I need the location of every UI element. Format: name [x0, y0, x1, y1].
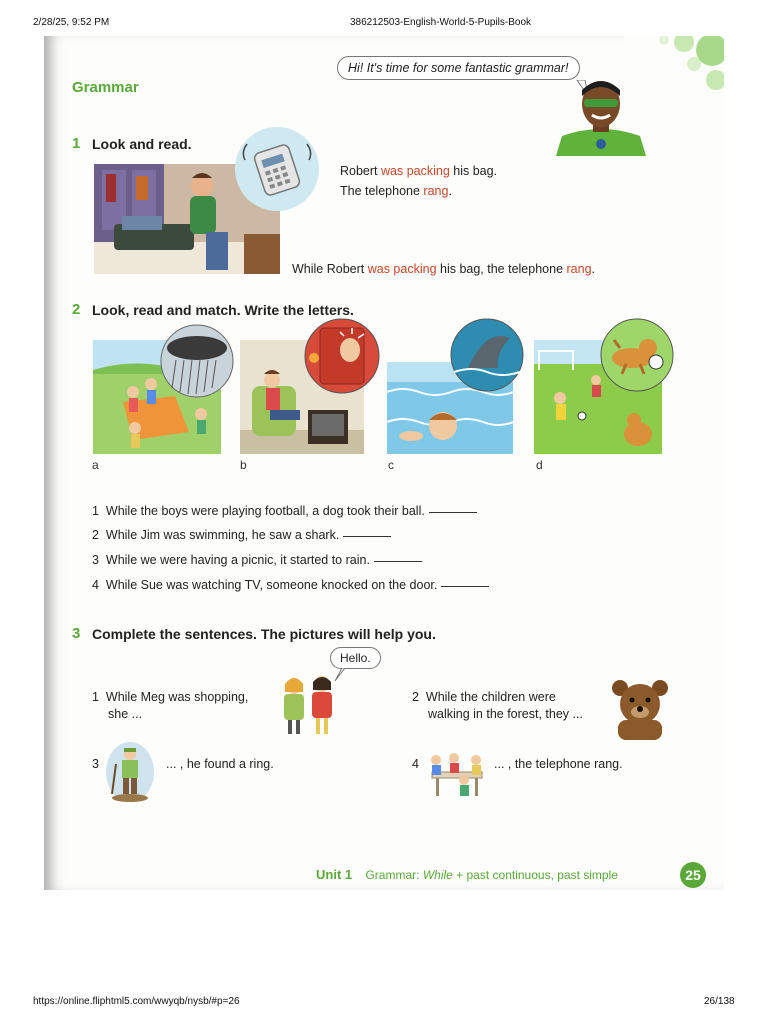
- footer-unit: Unit 1: [316, 867, 353, 882]
- book-page: [44, 36, 724, 890]
- ex3-item-4: ... , the telephone rang.: [494, 757, 623, 771]
- speech-bubble: Hi! It's time for some fantastic grammar!: [337, 56, 580, 80]
- print-page-count: 26/138: [704, 996, 735, 1007]
- footer-while: While: [422, 868, 453, 882]
- ex3-item-1: 1 While Meg was shopping,: [92, 690, 249, 704]
- family-dinner-icon: [424, 750, 490, 800]
- answer-blank[interactable]: [343, 535, 391, 537]
- page-number-badge: 25: [680, 862, 706, 888]
- superhero-mascot-icon: [556, 74, 646, 156]
- ex3-item-1-line2: she ...: [108, 707, 143, 721]
- ex2-item-2: 2 While Jim was swimming, he saw a shark.: [92, 528, 391, 542]
- door-knock-icon: [300, 318, 384, 394]
- print-url: https://online.fliphtml5.com/wwyqb/nysb/#p=26: [33, 996, 240, 1007]
- ex1-sentence-2: The telephone rang.: [340, 184, 452, 198]
- picture-label-d: d: [536, 458, 543, 472]
- ex3-item-4-number: 4: [412, 757, 419, 771]
- ex2-title: Look, read and match. Write the letters.: [92, 302, 354, 318]
- ex1-number: 1: [72, 135, 81, 152]
- dog-with-ball-icon: [596, 318, 678, 392]
- rain-cloud-icon: [156, 324, 238, 398]
- girls-talking-icon: [276, 672, 342, 736]
- picture-label-a: a: [92, 458, 99, 472]
- footer-rest: + past continuous, past simple: [452, 868, 618, 882]
- footer-grammar-label: Grammar:: [365, 868, 423, 882]
- ex3-item-3: ... , he found a ring.: [166, 757, 274, 771]
- ex3-item-3-number: 3: [92, 757, 99, 771]
- shark-fin-icon: [446, 318, 528, 392]
- answer-blank[interactable]: [374, 560, 422, 562]
- ringing-telephone-icon: [229, 126, 325, 212]
- ex1-sentence-3: While Robert was packing his bag, the telephone rang.: [292, 262, 596, 276]
- picture-label-c: c: [388, 458, 394, 472]
- ex3-item-2-line2: walking in the forest, they ...: [428, 707, 583, 721]
- print-doc-title: 386212503-English-World-5-Pupils-Book: [350, 17, 532, 28]
- ex3-title: Complete the sentences. The pictures will help you.: [92, 626, 436, 642]
- ex3-number: 3: [72, 625, 81, 642]
- ex1-sentence-1: Robert was packing his bag.: [340, 164, 498, 178]
- boy-digging-icon: [106, 742, 154, 802]
- ex2-item-4: 4 While Sue was watching TV, someone knocked on the door.: [92, 578, 489, 592]
- answer-blank[interactable]: [441, 585, 489, 587]
- section-title: Grammar: [72, 79, 139, 96]
- bear-icon: [608, 676, 672, 740]
- print-datetime: 2/28/25, 9:52 PM: [33, 17, 110, 28]
- ex2-item-3: 3 While we were having a picnic, it started to rain.: [92, 553, 422, 567]
- hello-bubble: Hello.: [330, 647, 381, 669]
- ex1-title: Look and read.: [92, 136, 192, 152]
- ex3-item-2: 2 While the children were: [412, 690, 556, 704]
- ex2-number: 2: [72, 301, 81, 318]
- answer-blank[interactable]: [429, 511, 477, 513]
- page-footer: [316, 866, 618, 884]
- picture-label-b: b: [240, 458, 247, 472]
- ex2-item-1: 1 While the boys were playing football, a dog took their ball.: [92, 504, 477, 518]
